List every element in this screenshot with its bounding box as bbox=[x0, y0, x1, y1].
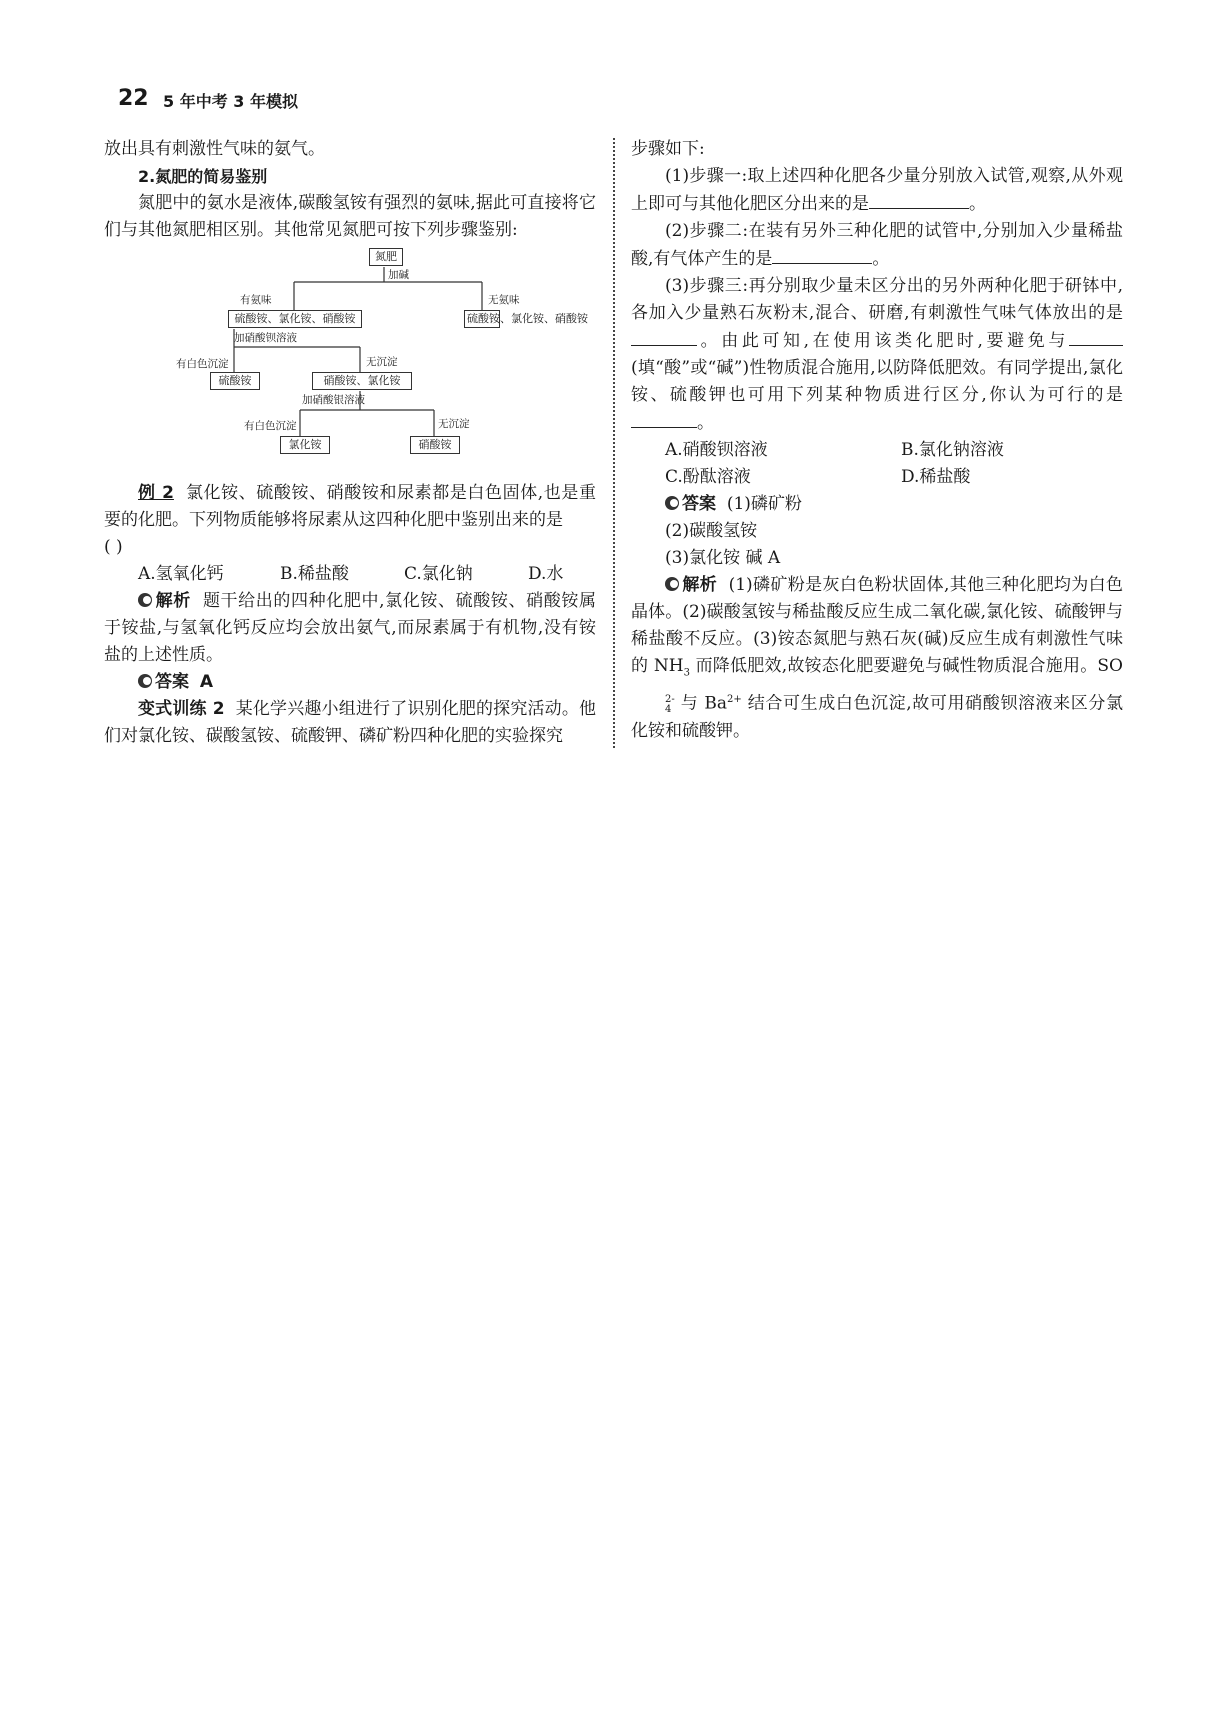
example-2-options bbox=[104, 561, 596, 588]
option-b: B.氯化钠溶液 bbox=[901, 440, 1004, 460]
flow-node-ammonium-chloride: 氯化铵 bbox=[280, 436, 330, 454]
flow-label-no-precipitate-2: 无沉淀 bbox=[438, 418, 470, 430]
analysis-icon bbox=[665, 577, 679, 591]
option-c: C.氯化钠 bbox=[404, 564, 473, 584]
step-3-text-3: (填“酸”或“碱”)性物质混合施用,以防降低肥效。有同学提出,氯化铵、硫酸钾也可用下列某种物质进行区分,你认为可行的是 bbox=[631, 358, 1123, 405]
analysis-icon bbox=[138, 593, 152, 607]
analysis-text: 题干给出的四种化肥中,氯化铵、硫酸铵、硝酸铵属于铵盐,与氢氧化钙反应均会放出氨气,而尿素属于有机物,没有铵盐的上述性质。 bbox=[104, 591, 597, 665]
flow-op-add-base: 加碱 bbox=[388, 269, 409, 281]
paragraph: 步骤如下: bbox=[631, 139, 705, 159]
option-a: A.硝酸钡溶液 bbox=[665, 440, 768, 460]
answer-label: 答案 bbox=[155, 672, 189, 692]
flow-label-ammonia-smell: 有氨味 bbox=[240, 294, 272, 306]
answer bbox=[631, 491, 1123, 518]
option-a: A.氢氧化钙 bbox=[138, 564, 224, 584]
step-3 bbox=[631, 273, 1123, 437]
example-2-question bbox=[104, 480, 596, 534]
analysis-text-3: 与 Ba bbox=[674, 694, 728, 715]
analysis-text-4: 结合可生成白色沉淀,故可用硝酸钡溶液来区分氯化铵和硫酸钾。 bbox=[631, 694, 1123, 742]
answer-1: (1)磷矿粉 bbox=[726, 494, 802, 514]
subscript: 4 bbox=[665, 703, 672, 715]
flow-op-add-silver-nitrate: 加硝酸银溶液 bbox=[302, 394, 365, 406]
answer-value: A bbox=[199, 672, 213, 692]
flow-label-white-precipitate: 有白色沉淀 bbox=[176, 358, 229, 370]
sulfate-charge bbox=[631, 695, 675, 715]
option-b: B.稀盐酸 bbox=[280, 564, 349, 584]
option-d: D.稀盐酸 bbox=[901, 467, 971, 487]
book-title: 5 年中考 3 年模拟 bbox=[163, 92, 298, 111]
left-column bbox=[104, 136, 596, 750]
fill-blank bbox=[772, 245, 872, 264]
answer-label: 答案 bbox=[682, 494, 716, 514]
paragraph: 氮肥中的氨水是液体,碳酸氢铵有强烈的氨味,据此可直接将它们与其他氮肥相区别。其他常见氮肥可按下列步骤鉴别: bbox=[104, 193, 596, 240]
step-3-options bbox=[631, 437, 1123, 491]
flow-op-add-barium-nitrate: 加硝酸钡溶液 bbox=[234, 332, 297, 344]
step-3-end: 。 bbox=[697, 413, 714, 433]
answer-3: (3)氯化铵 碱 A bbox=[665, 548, 781, 568]
analysis bbox=[104, 588, 596, 669]
flow-label-no-ammonia-smell: 无氨味 bbox=[488, 294, 520, 306]
answer-icon bbox=[665, 496, 679, 510]
analysis-text-2: 而降低肥效,故铵态化肥要避免与碱性物质混合施用。SO bbox=[689, 656, 1123, 676]
section-heading: 2.氮肥的简易鉴别 bbox=[138, 167, 268, 186]
page-number: 22 bbox=[118, 86, 149, 111]
analysis-text: (1)磷矿粉是灰白色粉状固体,其他三种化肥均为白色晶体。(2)碳酸氢铵与稀盐酸反应生成二氧化碳,氯化铵、硫酸钾与稀盐酸不反应。(3)铵态氮肥与熟石灰(碱)反应生成有刺激性气味的 NH bbox=[631, 575, 1123, 676]
answer-icon bbox=[138, 674, 152, 688]
fill-blank bbox=[631, 327, 697, 346]
analysis bbox=[631, 572, 1123, 745]
superscript: 2+ bbox=[727, 694, 742, 706]
superscript: 2- bbox=[665, 693, 675, 705]
answer bbox=[104, 669, 596, 696]
answer-parentheses: ( ) bbox=[104, 537, 123, 557]
step-2-text: (2)步骤二:在装有另外三种化肥的试管中,分别加入少量稀盐酸,有气体产生的是 bbox=[631, 221, 1123, 269]
step-1 bbox=[631, 163, 1123, 218]
step-2-end: 。 bbox=[872, 249, 890, 269]
step-3-text: (3)步骤三:再分别取少量未区分出的另外两种化肥于研钵中,各加入少量熟石灰粉末,混合、研磨,有刺激性气味气体放出的是 bbox=[631, 276, 1123, 323]
variant-text: 某化学兴趣小组进行了识别化肥的探究活动。他们对氯化铵、碳酸氢铵、硫酸钾、磷矿粉四种化肥的实验探究 bbox=[104, 699, 597, 746]
flow-label-white-precipitate-2: 有白色沉淀 bbox=[244, 420, 297, 432]
flow-node-nitrate-chloride-group: 硝酸铵、氯化铵 bbox=[312, 372, 412, 390]
flow-node-ammonium-group: 硫酸铵、氯化铵、硝酸铵 bbox=[228, 310, 362, 328]
step-3-text-2: 。由此可知,在使用该类化肥时,要避免与 bbox=[697, 331, 1069, 351]
flow-node-ammonium-nitrate: 硝酸铵 bbox=[410, 436, 460, 454]
fill-blank bbox=[869, 190, 969, 209]
analysis-label: 解析 bbox=[155, 591, 191, 611]
flow-label-no-precipitate: 无沉淀 bbox=[366, 356, 398, 368]
column-divider bbox=[613, 138, 615, 748]
example-label: 例 2 bbox=[138, 483, 174, 503]
step-1-end: 。 bbox=[969, 194, 986, 214]
option-d: D.水 bbox=[528, 564, 564, 584]
option-c: C.酚酞溶液 bbox=[665, 467, 751, 487]
flow-node-ammonium-sulfate: 硫酸铵 bbox=[210, 372, 260, 390]
paragraph: 放出具有刺激性气味的氨气。 bbox=[104, 139, 325, 159]
variant-label: 变式训练 2 bbox=[138, 699, 225, 719]
right-column bbox=[631, 136, 1123, 745]
step-2 bbox=[631, 218, 1123, 273]
fill-blank bbox=[631, 409, 697, 428]
step-1-text: (1)步骤一:取上述四种化肥各少量分别放入试管,观察,从外观上即可与其他化肥区分出来的是 bbox=[631, 166, 1123, 214]
example-text: 氯化铵、硫酸铵、硝酸铵和尿素都是白色固体,也是重要的化肥。下列物质能够将尿素从这四种化肥中鉴别出来的是 bbox=[104, 483, 596, 530]
answer-2: (2)碳酸氢铵 bbox=[665, 521, 758, 541]
flow-node-urea: 硫酸铵、氯化铵、硝酸铵 bbox=[464, 310, 500, 328]
flow-node-nitrogen-fertilizer: 氮肥 bbox=[369, 248, 403, 266]
subscript: 3 bbox=[683, 667, 690, 679]
analysis-label: 解析 bbox=[682, 575, 718, 595]
fill-blank bbox=[1069, 327, 1123, 346]
nitrogen-fertilizer-flowchart bbox=[104, 248, 596, 474]
variant-training-2 bbox=[104, 696, 596, 750]
